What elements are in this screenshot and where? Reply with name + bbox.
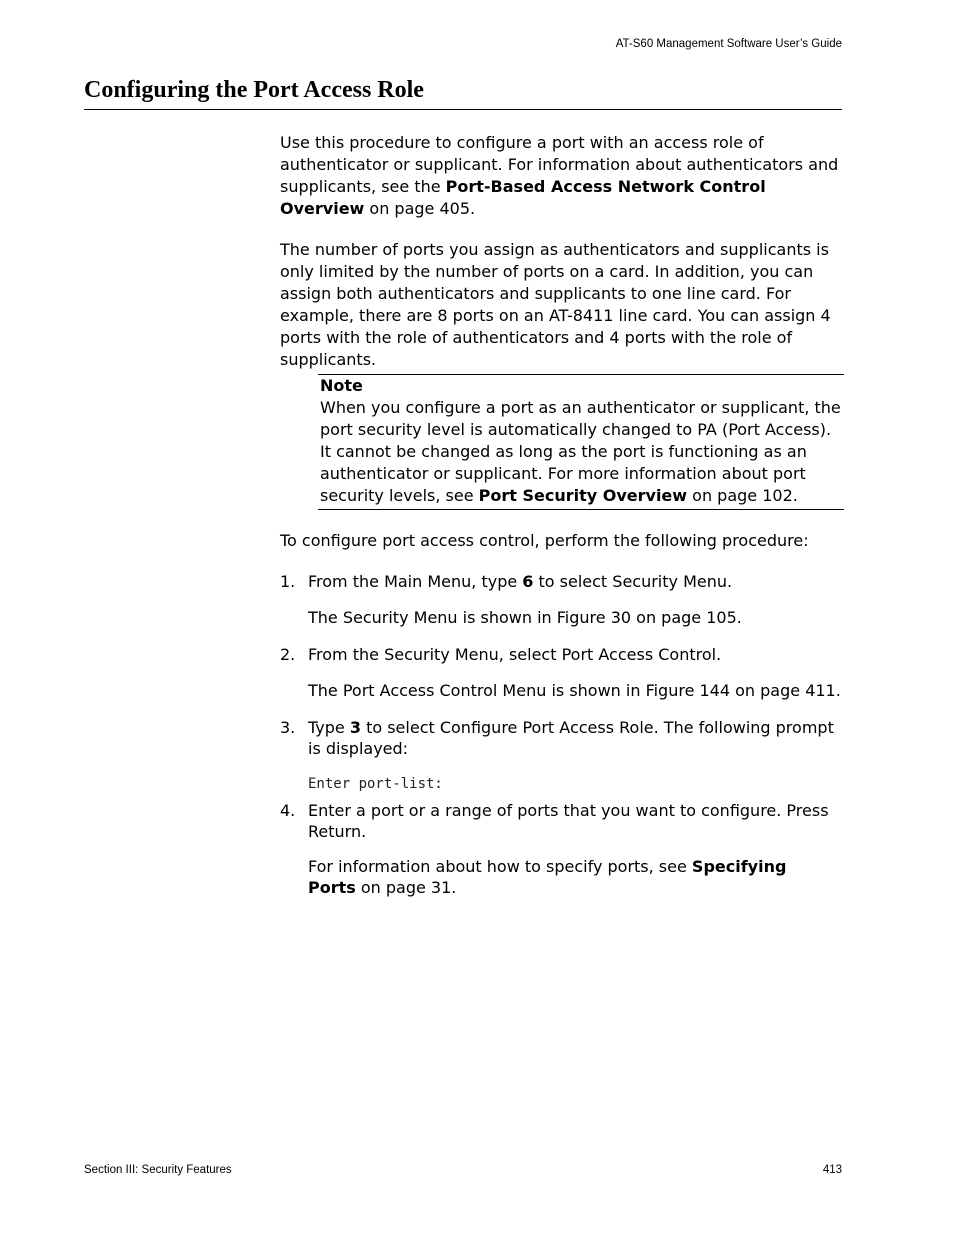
step-1 [308, 571, 842, 592]
step-number: 3. [280, 718, 296, 737]
intro-paragraph-2 [280, 239, 842, 371]
step-text-end: to select Security Menu. [533, 572, 733, 591]
prompt-code: Enter port-list: [308, 776, 443, 792]
step-number: 4. [280, 801, 296, 820]
step-key: 6 [522, 572, 534, 591]
note-text-end: on page 102. [687, 486, 798, 505]
cross-reference-link[interactable]: Port-Based Access Network Control Overview [280, 177, 766, 218]
step-text: Type [308, 718, 350, 737]
step-4: Enter a port or a range of ports that you want to configure. Press Return. [308, 801, 829, 841]
step-key: 3 [349, 718, 361, 737]
step-4-result-text-end: on page 31. [355, 878, 457, 897]
intro-paragraph-1 [280, 132, 842, 220]
page-number: 413 [822, 1164, 842, 1176]
note-heading: Note [320, 376, 363, 395]
running-header: AT-S60 Management Software User’s Guide [615, 38, 842, 50]
intro-text-2: The number of ports you assign as authenticators and supplicants is only limited by the number of ports on a card. In addition, you can assign both authenticators and supplicants to one line card. For example, there are 8 ports on an AT-8411 line card. You can assign 4 ports with the role of authenticators and 4 ports with the role of supplicants. [280, 240, 831, 369]
step-text: From the Main Menu, type [308, 572, 523, 591]
title-rule [84, 109, 842, 110]
footer-section: Section III: Security Features [84, 1164, 232, 1176]
note-box [318, 374, 844, 510]
step-number: 2. [280, 645, 296, 664]
step-4-result-text: For information about how to specify ports, see [308, 857, 692, 876]
note-text: When you configure a port as an authenticator or supplicant, the port security level is automatically changed to PA (Port Access). It cannot be changed as long as the port is functioning as an authenticator or supplicant. For more information about port security levels, see [320, 398, 841, 505]
step-3 [308, 717, 842, 759]
specifying-ports-link[interactable]: Specifying Ports [308, 857, 787, 897]
step-4-result [308, 856, 818, 898]
step-text-end: to select Configure Port Access Role. The following prompt is displayed: [308, 718, 834, 758]
step-number: 1. [280, 572, 296, 591]
step-2-result: The Port Access Control Menu is shown in Figure 144 on page 411. [308, 681, 841, 700]
intro-text-end: on page 405. [364, 199, 476, 218]
procedure-intro: To configure port access control, perform the following procedure: [280, 531, 809, 550]
note-cross-reference-link[interactable]: Port Security Overview [478, 486, 688, 505]
step-2: From the Security Menu, select Port Access Control. [308, 645, 722, 664]
section-title: Configuring the Port Access Role [84, 77, 424, 103]
intro-text: Use this procedure to configure a port with an access role of authenticator or supplicant. For information about authenticators and supplicants, see the [280, 133, 839, 196]
step-1-result: The Security Menu is shown in Figure 30 on page 105. [308, 608, 742, 627]
